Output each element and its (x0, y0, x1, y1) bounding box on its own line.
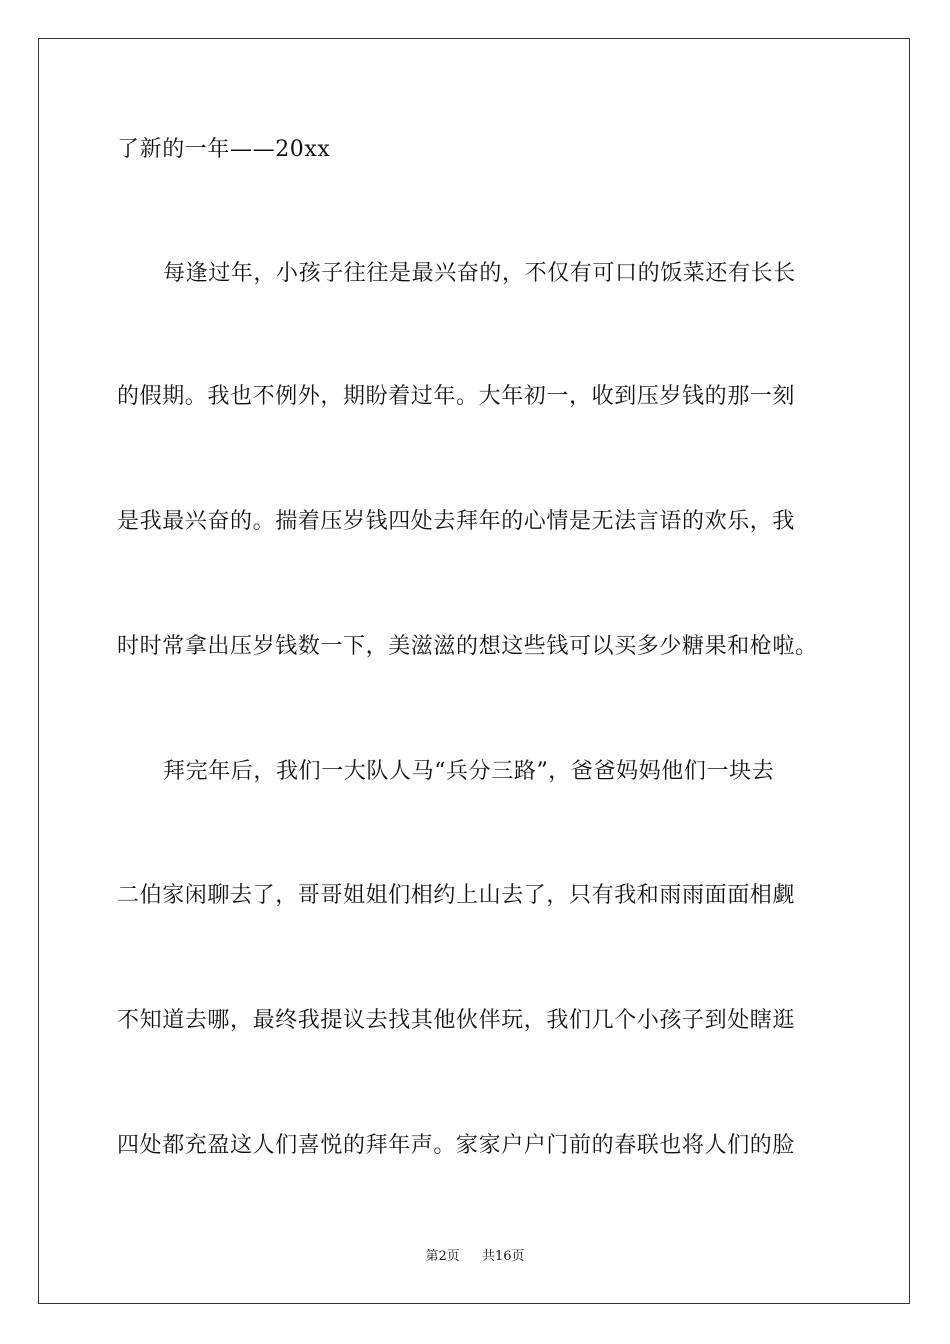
text-line-3: 的假期。我也不例外，期盼着过年。大年初一，收到压岁钱的那一刻 (117, 384, 796, 409)
text-line-2: 每逢过年，小孩子往往是最兴奋的，不仅有可口的饭菜还有长长 (163, 261, 796, 286)
page-footer (0, 1248, 950, 1266)
page-border (38, 38, 910, 1304)
text-line-6: 拜完年后，我们一大队人马“兵分三路”，爸爸妈妈他们一块去 (163, 759, 775, 784)
text-line-5: 时时常拿出压岁钱数一下，美滋滋的想这些钱可以买多少糖果和枪啦。 (117, 634, 818, 659)
text-line-4: 是我最兴奋的。揣着压岁钱四处去拜年的心情是无法言语的欢乐，我 (117, 509, 796, 534)
page-total: 共16页 (482, 1249, 525, 1264)
text-line-7: 二伯家闲聊去了，哥哥姐姐们相约上山去了，只有我和雨雨面面相觑 (117, 883, 796, 908)
page-number: 第2页 (425, 1249, 460, 1264)
text-line-9: 四处都充盈这人们喜悦的拜年声。家家户户门前的春联也将人们的脸 (117, 1133, 796, 1158)
text-line-1: 了新的一年——20xx (117, 137, 331, 162)
text-line-8: 不知道去哪，最终我提议去找其他伙伴玩，我们几个小孩子到处瞎逛 (117, 1008, 796, 1033)
